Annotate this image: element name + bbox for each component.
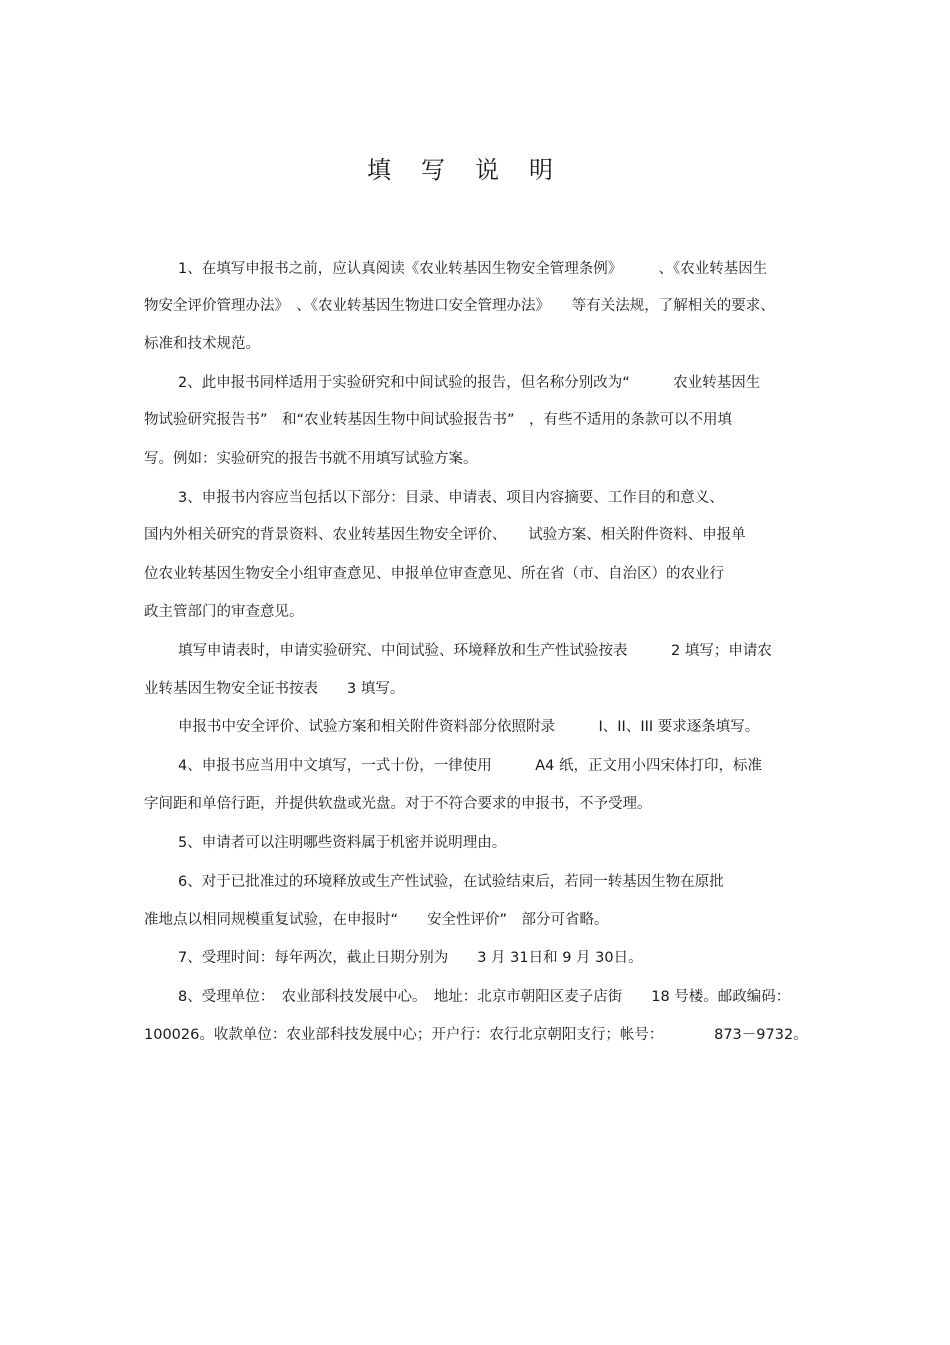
text-line: 国内外相关研究的背景资料、农业转基因生物安全评价、 试验方案、相关附件资料、申报单 (144, 527, 746, 543)
text-line: 业转基因生物安全证书按表 3 填写。 (144, 681, 405, 697)
page-title: 填写说明 (367, 156, 583, 184)
text-line: 4、申报书应当用中文填写，一式十份，一律使用 A4 纸，正文用小四宋体打印，标准 (178, 758, 762, 774)
text-line: 申报书中安全评价、试验方案和相关附件资料部分依照附录 I、II、III 要求逐条填写。 (178, 719, 760, 735)
text-line: 填写申请表时，申请实验研究、中间试验、环境释放和生产性试验按表 2 填写；申请农 (178, 643, 772, 659)
text-line: 字间距和单倍行距，并提供软盘或光盘。对于不符合要求的申报书，不予受理。 (144, 796, 652, 812)
text-line: 1、在填写申报书之前，应认真阅读《农业转基因生物安全管理条例》 、《农业转基因生 (178, 261, 768, 277)
text-line: 位农业转基因生物安全小组审查意见、申报单位审查意见、所在省（市、自治区）的农业行 (144, 566, 724, 582)
text-line: 8、受理单位： 农业部科技发展中心。 地址：北京市朝阳区麦子店街 18 号楼。邮政编码： (178, 989, 791, 1005)
text-line: 3、申报书内容应当包括以下部分：目录、申请表、项目内容摘要、工作目的和意义、 (178, 490, 724, 506)
text-line: 准地点以相同规模重复试验，在申报时“ 安全性评价” 部分可省略。 (144, 912, 609, 928)
text-line: 5、申请者可以注明哪些资料属于机密并说明理由。 (178, 835, 507, 851)
text-line: 标准和技术规范。 (144, 336, 260, 352)
text-line: 2、此申报书同样适用于实验研究和中间试验的报告，但名称分别改为“ 农业转基因生 (178, 375, 761, 391)
text-line: 写。例如：实验研究的报告书就不用填写试验方案。 (144, 451, 478, 467)
text-line: 物安全评价管理办法》 、《农业转基因生物进口安全管理办法》 等有关法规，了解相关的要求、 (144, 298, 775, 314)
text-line: 7、受理时间：每年两次，截止日期分别为 3 月 31日和 9 月 30日。 (178, 950, 643, 966)
text-line: 物试验研究报告书” 和“农业转基因生物中间试验报告书” ，有些不适用的条款可以不用填 (144, 412, 733, 428)
text-line: 100026。收款单位：农业部科技发展中心；开户行：农行北京朝阳支行；帐号： 873－9732。 (144, 1027, 808, 1043)
text-line: 政主管部门的审查意见。 (144, 604, 304, 620)
text-line: 6、对于已批准过的环境释放或生产性试验，在试验结束后，若同一转基因生物在原批 (178, 874, 724, 890)
